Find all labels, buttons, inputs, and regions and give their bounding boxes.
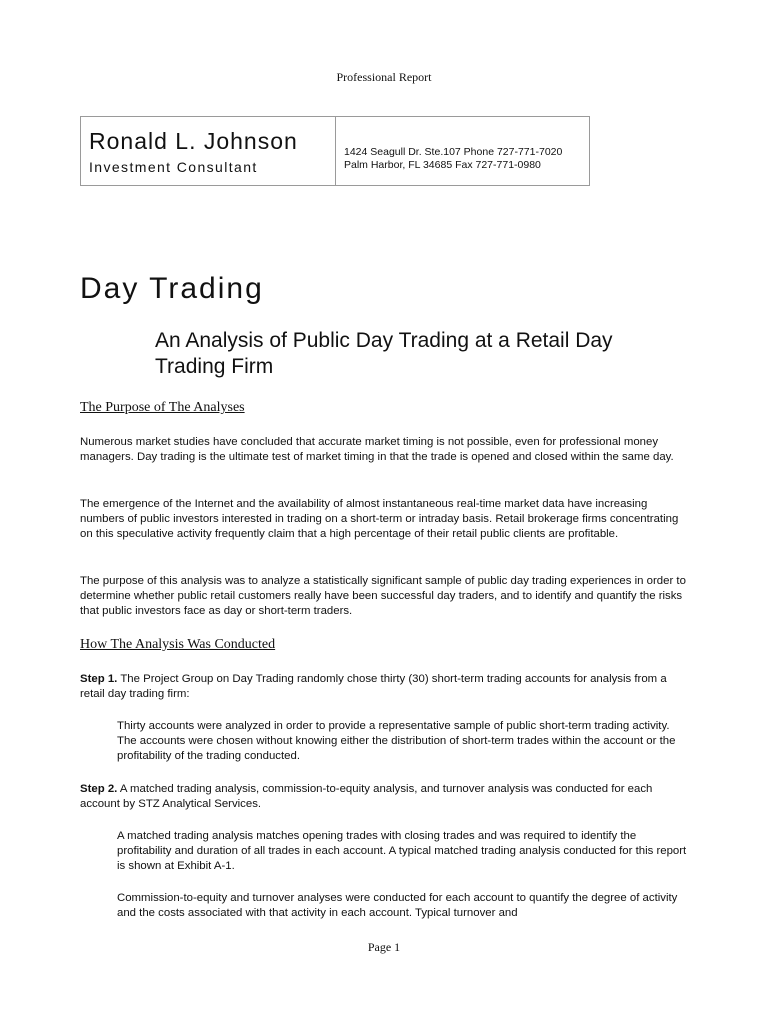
letterhead-box: [80, 116, 590, 186]
step-2-text: A matched trading analysis, commission-to-equity analysis, and turnover analysis was conducted for each account by STZ Analytical Services.: [80, 783, 653, 810]
step-2-label: Step 2.: [80, 783, 118, 795]
consultant-name: Ronald L. Johnson: [89, 128, 298, 154]
document-title: Day Trading: [80, 272, 264, 305]
step-2-detail-1: A matched trading analysis matches opening trades with closing trades and was required to identify the profitability and duration of all trades in each account. A typical matched trading analysis conducted for this report is shown at Exhibit A-1.: [117, 830, 687, 872]
step-2-paragraph: [80, 782, 688, 812]
letterhead-contact: [336, 117, 562, 185]
step-2-detail-2: Commission-to-equity and turnover analyses were conducted for each account to quantify the degree of activity and the costs associated with that activity in each account. Typical turnover and: [117, 892, 678, 919]
step-1-text: The Project Group on Day Trading randomly chose thirty (30) short-term trading accounts for analysis from a retail day trading firm:: [80, 673, 667, 700]
step-1-label: Step 1.: [80, 673, 118, 685]
section-heading-how: How The Analysis Was Conducted: [80, 637, 276, 652]
address-line-1: 1424 Seagull Dr. Ste.107 Phone 727-771-7020: [344, 146, 563, 158]
document-subtitle: An Analysis of Public Day Trading at a Retail Day Trading Firm: [155, 329, 613, 378]
purpose-paragraph-3: The purpose of this analysis was to analyze a statistically significant sample of public day trading experiences in order to determine whether public retail customers really have been successful day traders, and to identify and quantify the risks that public investors face as day or short-term traders.: [80, 575, 686, 617]
page-number: Page 1: [367, 940, 401, 954]
consultant-title: Investment Consultant: [89, 159, 258, 175]
purpose-paragraph-2: The emergence of the Internet and the availability of almost instantaneous real-time market data have increasing numbers of public investors interested in trading on a short-term or intraday basis. Retail brokerage firms concentrating on this speculative activity frequently claim that a high percentage of their retail public clients are profitable.: [80, 498, 679, 540]
step-1-paragraph: [80, 672, 688, 702]
step-1-detail: Thirty accounts were analyzed in order to provide a representative sample of public short-term trading activity. The accounts were chosen without knowing either the distribution of short-term trades within the account or the profitability of the trading conducted.: [117, 720, 676, 762]
purpose-paragraph-1: Numerous market studies have concluded that accurate market timing is not possible, even for professional money managers. Day trading is the ultimate test of market timing in that the trade is opened and closed within the same day.: [80, 436, 674, 463]
address-line-2: Palm Harbor, FL 34685 Fax 727-771-0980: [344, 159, 541, 171]
running-header: Professional Report: [336, 70, 432, 84]
section-heading-purpose: The Purpose of The Analyses: [80, 400, 245, 415]
letterhead-identity: [81, 117, 336, 185]
